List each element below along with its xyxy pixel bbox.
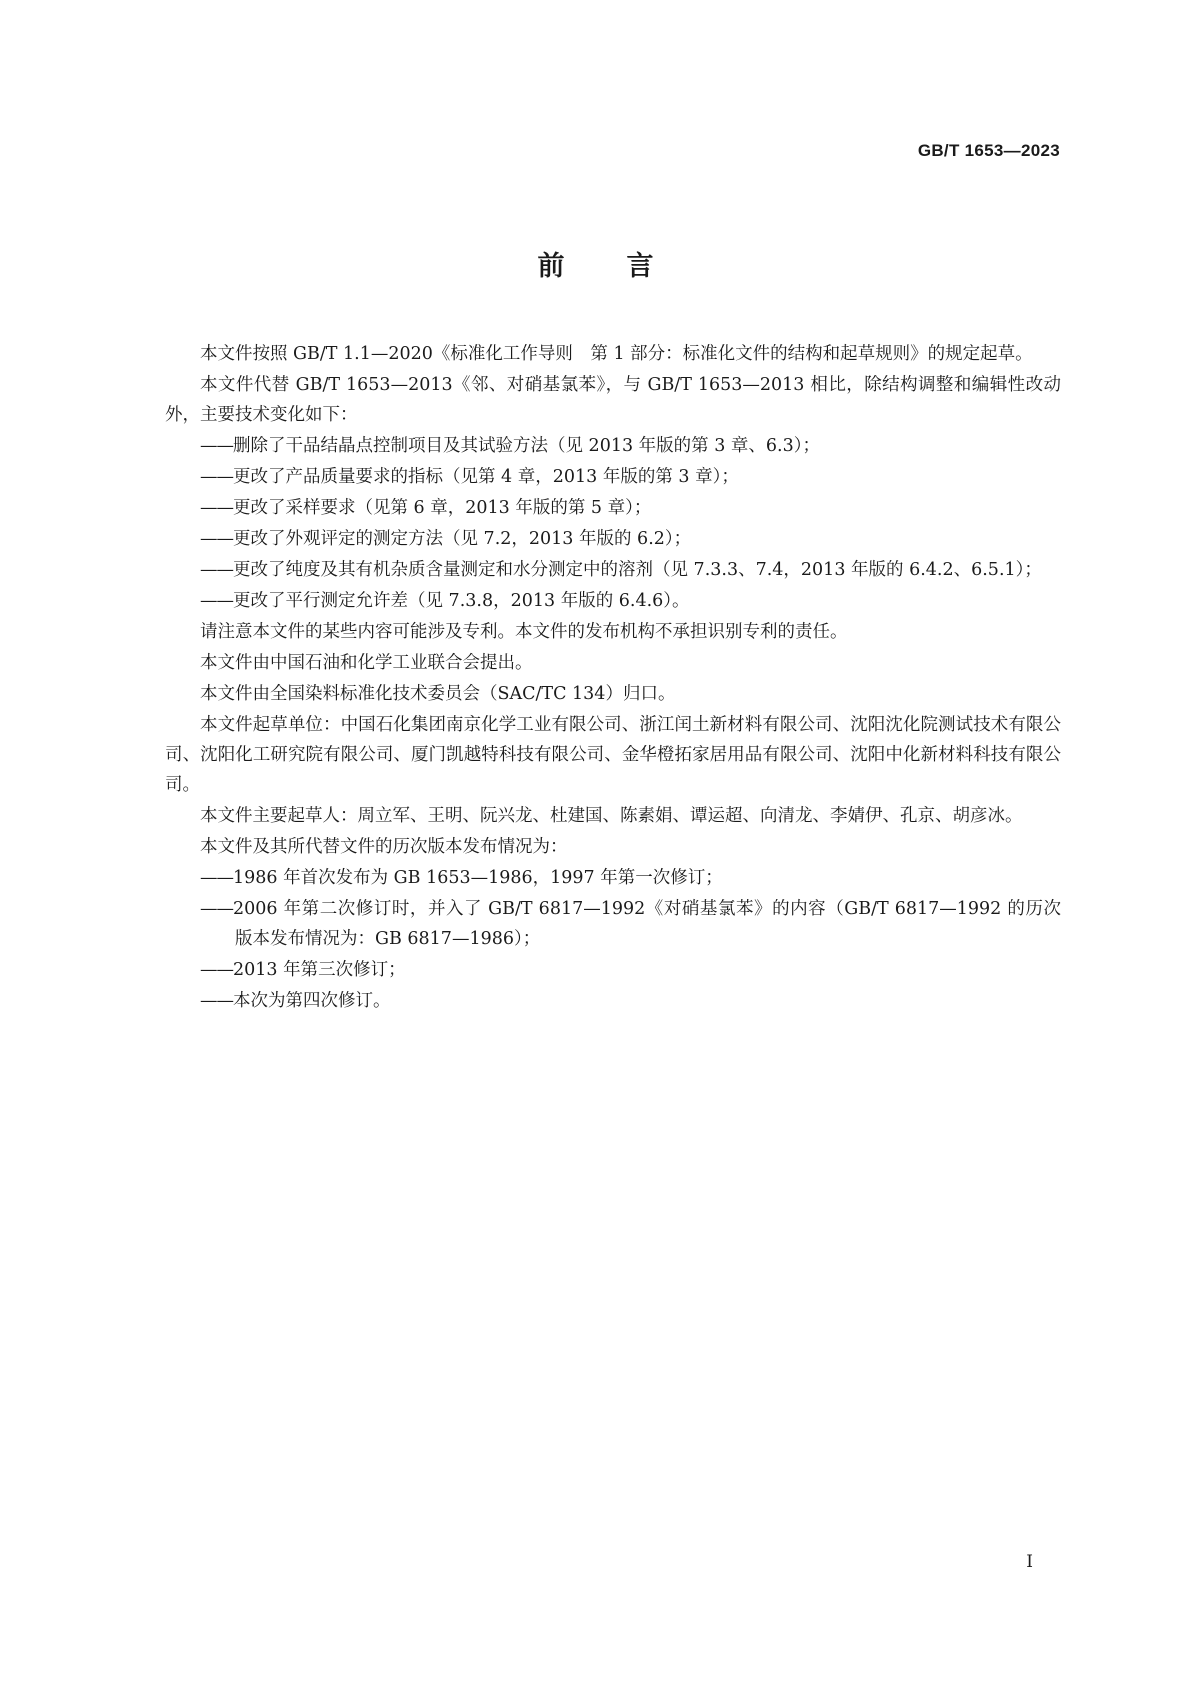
list-item-text: 更改了平行测定允许差（见 7.3.8，2013 年版的 6.4.6）。	[233, 591, 690, 611]
dash-marker: ——	[200, 991, 233, 1011]
dash-marker: ——	[200, 560, 233, 580]
dash-marker: ——	[200, 868, 233, 888]
list-item	[165, 955, 1061, 985]
page-title: 前言	[537, 251, 716, 282]
paragraph-replacement: 本文件代替 GB/T 1653—2013《邻、对硝基氯苯》，与 GB/T 1653—2013 相比，除结构调整和编辑性改动外，主要技术变化如下：	[165, 375, 1061, 425]
list-item-text: 2006 年第二次修订时，并入了 GB/T 6817—1992《对硝基氯苯》的内容（GB/T 6817—1992 的历次版本发布情况为：GB 6817—1986）；	[233, 899, 1061, 949]
dash-marker: ——	[200, 498, 233, 518]
paragraph-patent-notice: 请注意本文件的某些内容可能涉及专利。本文件的发布机构不承担识别专利的责任。	[200, 622, 848, 642]
dash-marker: ——	[200, 591, 233, 611]
list-item-text: 更改了采样要求（见第 6 章，2013 年版的第 5 章）；	[233, 498, 652, 518]
paragraph-drafting-rules: 本文件按照 GB/T 1.1—2020《标准化工作导则 第 1 部分：标准化文件的结构和起草规则》的规定起草。	[200, 344, 1033, 364]
list-item	[165, 863, 1061, 893]
dash-marker: ——	[200, 467, 233, 487]
list-item	[165, 524, 1061, 554]
dash-marker: ——	[200, 529, 233, 549]
dash-marker: ——	[200, 436, 233, 456]
list-item	[165, 894, 1061, 954]
list-item	[165, 431, 1061, 461]
list-item	[165, 555, 1061, 585]
list-item	[165, 586, 1061, 616]
paragraph-committee: 本文件由全国染料标准化技术委员会（SAC/TC 134）归口。	[200, 684, 676, 704]
paragraph-history-intro: 本文件及其所代替文件的历次版本发布情况为：	[200, 837, 568, 857]
paragraph-drafters: 本文件主要起草人：周立军、王明、阮兴龙、杜建国、陈素娟、谭运超、向清龙、李婧伊、孔京、胡彦冰。	[200, 806, 1023, 826]
list-item	[165, 986, 1061, 1016]
dash-marker: ——	[200, 899, 233, 919]
list-item-text: 2013 年第三次修订；	[233, 960, 406, 980]
list-item-text: 更改了外观评定的测定方法（见 7.2，2013 年版的 6.2）；	[233, 529, 692, 549]
paragraph-proposer: 本文件由中国石油和化学工业联合会提出。	[200, 653, 533, 673]
paragraph-drafting-units: 本文件起草单位：中国石化集团南京化学工业有限公司、浙江闰土新材料有限公司、沈阳沈化院测试技术有限公司、沈阳化工研究院有限公司、厦门凯越特科技有限公司、金华橙拓家居用品有限公司、沈阳中化新材料科技有限公司。	[165, 715, 1061, 795]
foreword-body	[165, 339, 1061, 1017]
list-item-text: 1986 年首次发布为 GB 1653—1986，1997 年第一次修订；	[233, 868, 723, 888]
list-item-text: 更改了纯度及其有机杂质含量测定和水分测定中的溶剂（见 7.3.3、7.4，2013 年版的 6.4.2、6.5.1）；	[233, 560, 1042, 580]
standard-number: GB/T 1653—2023	[917, 141, 1060, 160]
list-item-text: 本次为第四次修订。	[233, 991, 391, 1011]
list-item-text: 更改了产品质量要求的指标（见第 4 章，2013 年版的第 3 章）；	[233, 467, 739, 487]
list-item	[165, 493, 1061, 523]
list-item-text: 删除了干品结晶点控制项目及其试验方法（见 2013 年版的第 3 章、6.3）；	[233, 436, 820, 456]
list-item	[165, 462, 1061, 492]
dash-marker: ——	[200, 960, 233, 980]
page-number: I	[1026, 1552, 1033, 1572]
